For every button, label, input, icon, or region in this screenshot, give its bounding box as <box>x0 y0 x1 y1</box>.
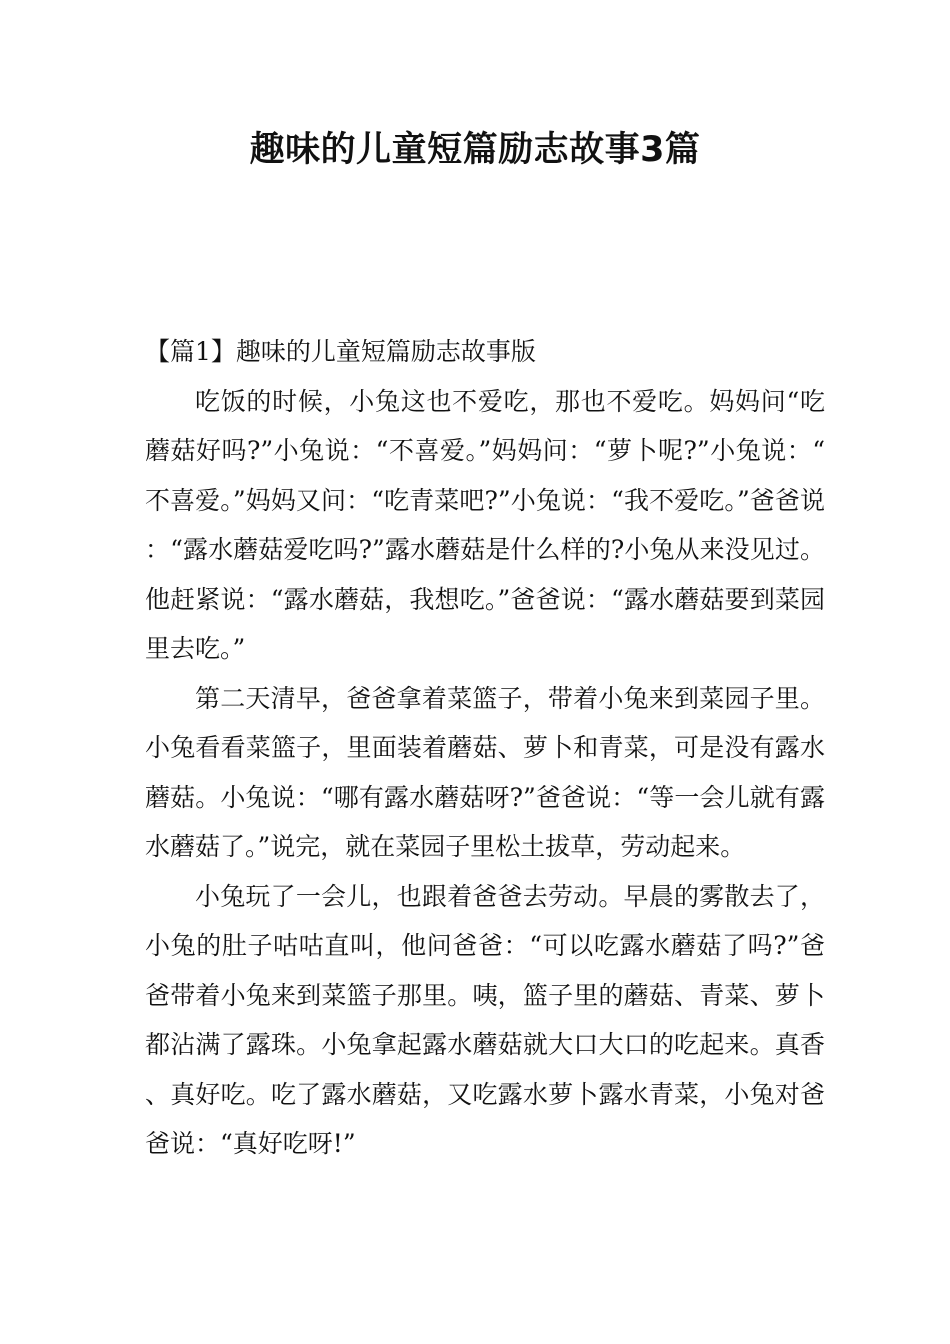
section-heading: 【篇1】趣味的儿童短篇励志故事版 <box>145 337 536 366</box>
story-paragraph-2: 第二天清早，爸爸拿着菜篮子，带着小兔来到菜园子里。小兔看看菜篮子，里面装着蘑菇、萝卜和青菜，可是没有露水蘑菇。小兔说：“哪有露水蘑菇呀?”爸爸说：“等一会儿就有露水蘑菇了。”说完，就在菜园子里松土拔草，劳动起来。 <box>145 683 825 861</box>
story-paragraph-3: 小兔玩了一会儿，也跟着爸爸去劳动。早晨的雾散去了，小兔的肚子咕咕直叫，他问爸爸：“可以吃露水蘑菇了吗?”爸爸带着小兔来到菜篮子那里。咦，篮子里的蘑菇、青菜、萝卜都沾满了露珠。小兔拿起露水蘑菇就大口大口的吃起来。真香、真好吃。吃了露水蘑菇，又吃露水萝卜露水青菜，小兔对爸爸说：“真好吃呀!” <box>145 881 825 1158</box>
story-paragraph-1: 吃饭的时候，小兔这也不爱吃，那也不爱吃。妈妈问“吃蘑菇好吗?”小兔说：“不喜爱。”妈妈问：“萝卜呢?”小兔说：“不喜爱。”妈妈又问：“吃青菜吧?”小兔说：“我不爱吃。”爸爸说：“露水蘑菇爱吃吗?”露水蘑菇是什么样的?小兔从来没见过。他赶紧说：“露水蘑菇，我想吃。”爸爸说：“露水蘑菇要到菜园里去吃。” <box>145 386 825 663</box>
document-body <box>145 327 825 1169</box>
page-title: 趣味的儿童短篇励志故事3篇 <box>249 130 701 170</box>
